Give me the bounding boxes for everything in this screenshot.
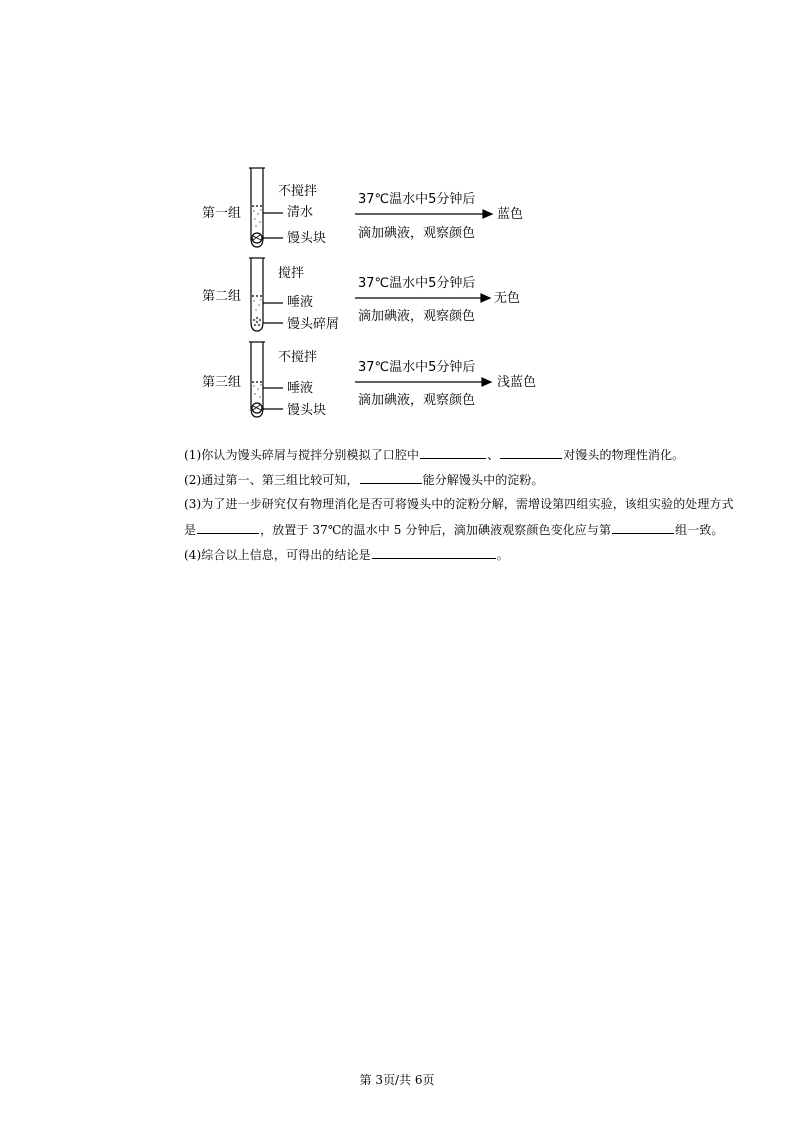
question-3-line-2: 是 ，放置于 37℃的温水中 5 分钟后，滴加碘液观察颜色变化应与第 组一致。: [184, 523, 724, 537]
arrow-1: [355, 210, 492, 218]
question-3-line-1: (3)为了进一步研究仅有物理消化是否可将馒头中的淀粉分解，需增设第四组实验，该组实验的处理方式: [184, 497, 734, 511]
question-1: (1)你认为馒头碎屑与搅拌分别模拟了口腔中 、 对馒头的物理性消化。: [184, 448, 685, 462]
liquid-dots-1: [253, 209, 261, 226]
answer-blank[interactable]: [500, 446, 562, 459]
group-3-liquid: 唾液: [287, 381, 314, 396]
group-2-condition: 搅拌: [278, 266, 305, 281]
group-1-bread: 馒头块: [287, 231, 327, 246]
group-1-step1: 37℃温水中5分钟后: [358, 192, 476, 207]
group-2-bread: 馒头碎屑: [287, 317, 340, 332]
group-3-condition: 不搅拌: [278, 350, 318, 365]
group-2-step1: 37℃温水中5分钟后: [358, 276, 476, 291]
group-3-step1: 37℃温水中5分钟后: [358, 360, 476, 375]
group-3-bread: 馒头块: [287, 403, 327, 418]
group-3-step2: 滴加碘液，观察颜色: [358, 393, 476, 408]
answer-blank[interactable]: [372, 546, 496, 559]
question-2: (2)通过第一、第三组比较可知， 能分解馒头中的淀粉。: [184, 473, 544, 487]
arrow-3: [355, 378, 491, 386]
answer-blank[interactable]: [612, 521, 674, 534]
group-2-liquid: 唾液: [287, 295, 314, 310]
group-1-result: 蓝色: [497, 207, 524, 222]
group-1-condition: 不搅拌: [278, 184, 318, 199]
group-2-step2: 滴加碘液，观察颜色: [358, 309, 476, 324]
page-footer: 第 3页/共 6页: [359, 1073, 435, 1087]
answer-blank[interactable]: [420, 446, 486, 459]
group-3-name: 第三组: [202, 375, 242, 390]
question-4: (4)综合以上信息，可得出的结论是 。: [184, 548, 509, 562]
liquid-dots-3: [253, 384, 261, 397]
group-2-name: 第二组: [202, 289, 242, 304]
answer-blank[interactable]: [197, 521, 259, 534]
arrow-2: [355, 294, 490, 302]
group-2-result: 无色: [494, 291, 521, 306]
group-1-step2: 滴加碘液，观察颜色: [358, 226, 476, 241]
group-1-name: 第一组: [202, 206, 242, 221]
answer-blank[interactable]: [360, 471, 422, 484]
group-1-liquid: 清水: [287, 205, 314, 220]
group-3-result: 浅蓝色: [497, 375, 537, 390]
bread-crumbs-2: [253, 299, 262, 326]
test-tube-1: [249, 168, 283, 247]
